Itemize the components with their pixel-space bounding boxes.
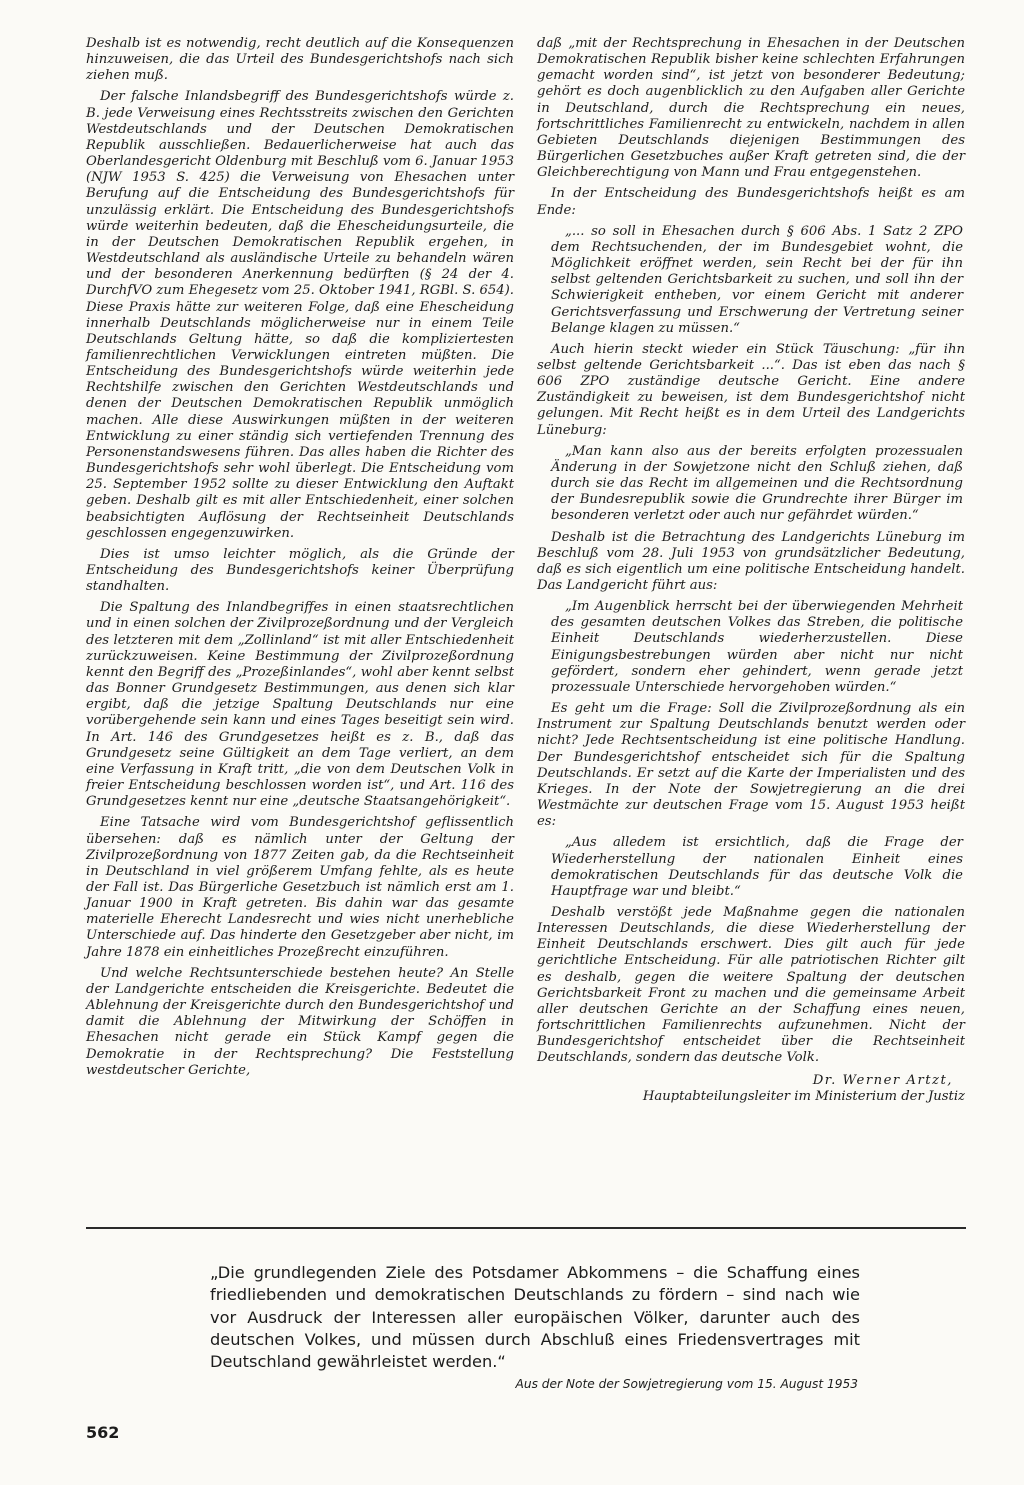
quoted-paragraph: „Aus alledem ist ersichtlich, daß die Frage der Wiederherstellung der nationalen Einheit eines demokratischen Deutschlands für das deutsche Volk die Hauptfrage war und bleibt.“ bbox=[551, 835, 963, 899]
page-number: 562 bbox=[86, 1423, 120, 1442]
paragraph: Auch hierin steckt wieder ein Stück Täuschung: „für ihn selbst geltende Gerichtsbarkeit ...“. Das ist eben das nach § 606 ZPO zuständige deutsche Gericht. Eine andere Zuständigkeit zu beweisen, ist dem Bundesgerichtshof nicht gelungen. Mit Recht heißt es in dem Urteil des Landgerichts Lüneburg: bbox=[537, 341, 965, 438]
signature-name: Dr. Werner Artzt, bbox=[812, 1072, 953, 1088]
paragraph: Und welche Rechtsunterschiede bestehen heute? An Stelle der Landgerichte entscheiden die Kreisgerichte. Bedeutet die Ablehnung der Kreisgerichte durch den Bundesgerichtshof und damit die Ablehnung der Mitwirkung der Schöffen in Ehesachen nicht gerade ein Stück Kampf gegen die Demokratie in der Rechtsprechung? Die Feststellung westdeutscher Gerichte, bbox=[86, 965, 514, 1078]
quoted-paragraph: „Im Augenblick herrscht bei der überwiegenden Mehrheit des gesamten deutschen Volkes das Streben, die politische Einheit Deutschlands wiederherzustellen. Diese Einigungsbestrebungen würden aber nicht nur nicht gefördert, sondern eher gehindert, wenn gerade jetzt prozessuale Unterschiede hervorgehoben würden.“ bbox=[551, 599, 963, 695]
paragraph: Deshalb ist die Betrachtung des Landgerichts Lüneburg im Beschluß vom 28. Juli 1953 von grundsätzlicher Bedeutung, daß es sich eigentlich um eine politische Entscheidung handelt. Das Landgericht führt aus: bbox=[537, 529, 965, 593]
paragraph: Deshalb verstößt jede Maßnahme gegen die nationalen Interessen Deutschlands, die diese Wiederherstellung der Einheit Deutschlands erschwert. Dies gilt auch für jede gerichtliche Entscheidung. Für alle patriotischen Richter gilt es deshalb, gegen die weitere Spaltung der deutschen Gerichtsbarkeit Front zu machen und die gemeinsame Arbeit aller deutschen Gerichte an der Schaffung eines neuen, fortschrittlichen Familienrechts aufzunehmen. Nicht der Bundesgerichtshof entscheidet über die Rechtseinheit Deutschlands, sondern das deutsche Volk. bbox=[537, 904, 965, 1066]
blockquote-source: Aus der Note der Sowjetregierung vom 15. August 1953 bbox=[515, 1377, 858, 1391]
paragraph: Die Spaltung des Inlandbegriffes in einen staatsrechtlichen und in einen solchen der Zivilprozeßordnung und der Vergleich des letzteren mit dem „Zollinland“ ist mit aller Entschiedenheit zurückzuweisen. Keine Bestimmung der Zivilprozeßordnung kennt den Begriff des „Prozeßinlandes“, wohl aber kennt selbst das Bonner Grundgesetz Bestimmungen, aus denen sich klar ergibt, daß die jetzige Spaltung Deutschlands nur eine vorübergehende sein kann und eines Tages beseitigt sein wird. In Art. 146 des Grundgesetzes heißt es z. B., daß das Grundgesetz seine Gültigkeit an dem Tage verliert, an dem eine Verfassung in Kraft tritt, „die von dem Deutschen Volk in freier Entscheidung beschlossen worden ist“, und Art. 116 des Grundgesetzes kennt nur eine „deutsche Staatsangehörigkeit“. bbox=[86, 600, 514, 810]
right-column bbox=[537, 36, 965, 1105]
quoted-paragraph: „... so soll in Ehesachen durch § 606 Abs. 1 Satz 2 ZPO dem Rechtsuchenden, der im Bundesgebiet wohnt, die Möglichkeit eröffnet werden, sein Recht bei der für ihn selbst geltenden Gerichtsbarkeit zu suchen, und soll ihn der Schwierigkeit entheben, vor einem Gericht mit anderer Gerichtsverfassung und Erschwerung der Vertretung seiner Belange klagen zu müssen.“ bbox=[551, 223, 963, 336]
horizontal-rule bbox=[86, 1227, 966, 1229]
signature-title: Hauptabteilungsleiter im Ministerium der Justiz bbox=[642, 1088, 965, 1104]
blockquote-text: „Die grundlegenden Ziele des Potsdamer Abkommens – die Schaffung eines friedliebenden und demokratischen Deutschlands zu fördern – sind nach wie vor Ausdruck der Interessen aller europäischen Völker, darunter auch des deutschen Volkes, und müssen durch Abschluß eines Friedensvertrages mit Deutschland gewährleistet werden.“ bbox=[210, 1263, 860, 1372]
paragraph: Es geht um die Frage: Soll die Zivilprozeßordnung als ein Instrument zur Spaltung Deutschlands benutzt werden oder nicht? Jede Rechtsentscheidung ist eine politische Handlung. Der Bundesgerichtshof entscheidet sich für die Spaltung Deutschlands. Er setzt auf die Karte der Imperialisten und des Krieges. In der Note der Sowjetregierung an die drei Westmächte zur deutschen Frage vom 15. August 1953 heißt es: bbox=[537, 701, 965, 830]
left-column bbox=[86, 36, 514, 1084]
paragraph: Der falsche Inlandsbegriff des Bundesgerichtshofs würde z. B. jede Verweisung eines Rechtsstreits zwischen den Gerichten Westdeutschlands und der Deutschen Demokratischen Republik ausschließen. Bedauerlicherweise hat auch das Oberlandesgericht Oldenburg mit Beschluß vom 6. Januar 1953 (NJW 1953 S. 425) die Verweisung von Ehesachen unter Berufung auf die Entscheidung des Bundesgerichtshofs für unzulässig erklärt. Die Entscheidung des Bundesgerichtshofs würde weiterhin bedeuten, daß die Ehescheidungsurteile, die in der Deutschen Demokratischen Republik ergehen, in Westdeutschland als ausländische Urteile zu behandeln wären und der besonderen Anerkennung bedürften (§ 24 der 4. DurchfVO zum Ehegesetz vom 25. Oktober 1941, RGBl. S. 654). Diese Praxis hätte zur weiteren Folge, daß eine Ehescheidung innerhalb Deutschlands möglicherweise nur in einem Teile Deutschlands Geltung hätte, so daß die kompliziertesten familienrechtlichen Verwicklungen eintreten müßten. Die Entscheidung des Bundesgerichtshofs würde weiterhin jede Rechtshilfe zwischen den Gerichten Westdeutschlands und denen der Deutschen Demokratischen Republik unmöglich machen. Alle diese Auswirkungen müßten in der weiteren Entwicklung zu einer ständig sich vertiefenden Trennung des Personenstandswesens führen. Das alles haben die Richter des Bundesgerichtshofs sehr wohl überlegt. Die Entscheidung vom 25. September 1952 sollte zu dieser Entwicklung den Auftakt geben. Deshalb gilt es mit aller Entschiedenheit, einer solchen beabsichtigten Auflösung der Rechtseinheit Deutschlands geschlossen engegenzuwirken. bbox=[86, 89, 514, 541]
paragraph: In der Entscheidung des Bundesgerichtshofs heißt es am Ende: bbox=[537, 186, 965, 218]
paragraph: daß „mit der Rechtsprechung in Ehesachen in der Deutschen Demokratischen Republik bisher keine schlechten Erfahrungen gemacht worden sind“, ist jetzt von besonderer Bedeutung; gehört es doch augenblicklich zu den Aufgaben aller Gerichte in Deutschland, durch die Rechtsprechung ein neues, fortschrittliches Familienrecht zu entwickeln, nachdem in allen Gebieten Deutschlands diejenigen Bestimmungen des Bürgerlichen Gesetzbuches außer Kraft getreten sind, die der Gleichberechtigung von Mann und Frau entgegenstehen. bbox=[537, 36, 965, 181]
paragraph: Dies ist umso leichter möglich, als die Gründe der Entscheidung des Bundesgerichtshofs keiner Überprüfung standhalten. bbox=[86, 546, 514, 595]
paragraph: Eine Tatsache wird vom Bundesgerichtshof geflissentlich übersehen: daß es nämlich unter der Geltung der Zivilprozeßordnung von 1877 Zeiten gab, da die Rechtseinheit in Deutschland in viel größerem Umfang fehlte, als es heute der Fall ist. Das Bürgerliche Gesetzbuch ist nämlich erst am 1. Januar 1900 in Kraft getreten. Bis dahin war das gesamte materielle Eherecht Landesrecht und wies nicht unerhebliche Unterschiede auf. Das hinderte den Gesetzgeber aber nicht, im Jahre 1878 ein einheitliches Prozeßrecht einzuführen. bbox=[86, 815, 514, 960]
quoted-paragraph: „Man kann also aus der bereits erfolgten prozessualen Änderung in der Sowjetzone nicht den Schluß ziehen, daß durch sie das Recht im allgemeinen und die Rechtsordnung der Bundesrepublik sowie die Grundrechte ihrer Bürger im besonderen verletzt oder auch nur gefährdet würden.“ bbox=[551, 443, 963, 524]
paragraph: Deshalb ist es notwendig, recht deutlich auf die Konsequenzen hinzuweisen, die das Urteil des Bundesgerichtshofs nach sich ziehen muß. bbox=[86, 36, 514, 84]
